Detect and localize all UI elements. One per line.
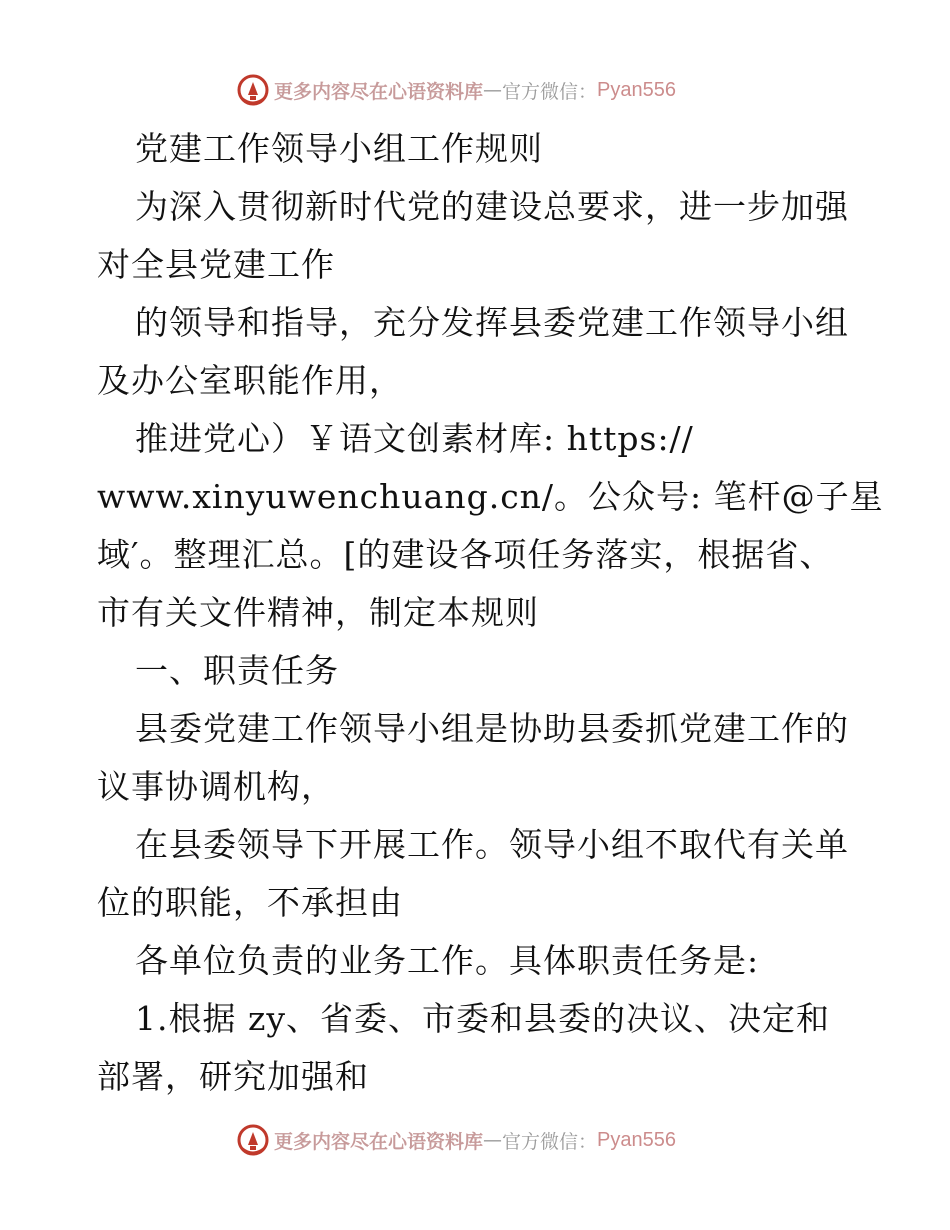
paragraph-line: 推进党心）￥语文创素材库: https:// xyxy=(135,419,694,458)
brand-text: 更多内容尽在心语资料库 xyxy=(274,1130,484,1153)
header-banner xyxy=(236,72,676,108)
wechat-label: 官方微信： xyxy=(502,1130,598,1153)
section-heading: 一、职责任务 xyxy=(135,651,339,690)
paragraph-line: 各单位负责的业务工作。具体职责任务是: xyxy=(135,941,760,980)
lightbulb-logo-icon xyxy=(236,73,270,107)
paragraph-line: 的领导和指导，充分发挥县委党建工作领导小组 xyxy=(135,303,849,342)
document-title: 党建工作领导小组工作规则 xyxy=(135,129,543,168)
paragraph-line: 1.根据 zy、省委、市委和县委的决议、决定和 xyxy=(135,999,831,1038)
brand-text: 更多内容尽在心语资料库 xyxy=(274,80,484,103)
paragraph-line: 为深入贯彻新时代党的建设总要求，进一步加强 xyxy=(135,187,849,226)
wechat-label: 官方微信： xyxy=(502,80,598,103)
paragraph-line: 位的职能，不承担由 xyxy=(97,883,403,922)
lightbulb-logo-icon xyxy=(236,1123,270,1157)
paragraph-line: 市有关文件精神，制定本规则 xyxy=(97,593,539,632)
paragraph-line: 对全县党建工作 xyxy=(97,245,335,284)
wechat-id: Pyan556 xyxy=(597,78,676,101)
paragraph-line: 议事协调机构， xyxy=(97,767,335,806)
paragraph-line: 县委党建工作领导小组是协助县委抓党建工作的 xyxy=(135,709,849,748)
footer-banner xyxy=(236,1122,676,1158)
paragraph-line: 在县委领导下开展工作。领导小组不取代有关单 xyxy=(135,825,849,864)
paragraph-line: 域′。整理汇总。[的建设各项任务落实，根据省、 xyxy=(97,535,834,574)
paragraph-line: 部署，研究加强和 xyxy=(97,1057,369,1096)
paragraph-line: 及办公室职能作用， xyxy=(97,361,403,400)
wechat-id: Pyan556 xyxy=(597,1128,676,1151)
separator: — xyxy=(483,1129,503,1151)
separator: — xyxy=(483,79,503,101)
paragraph-line: www.xinyuwenchuang.cn/。公众号: 笔杆@子星 xyxy=(97,477,884,516)
